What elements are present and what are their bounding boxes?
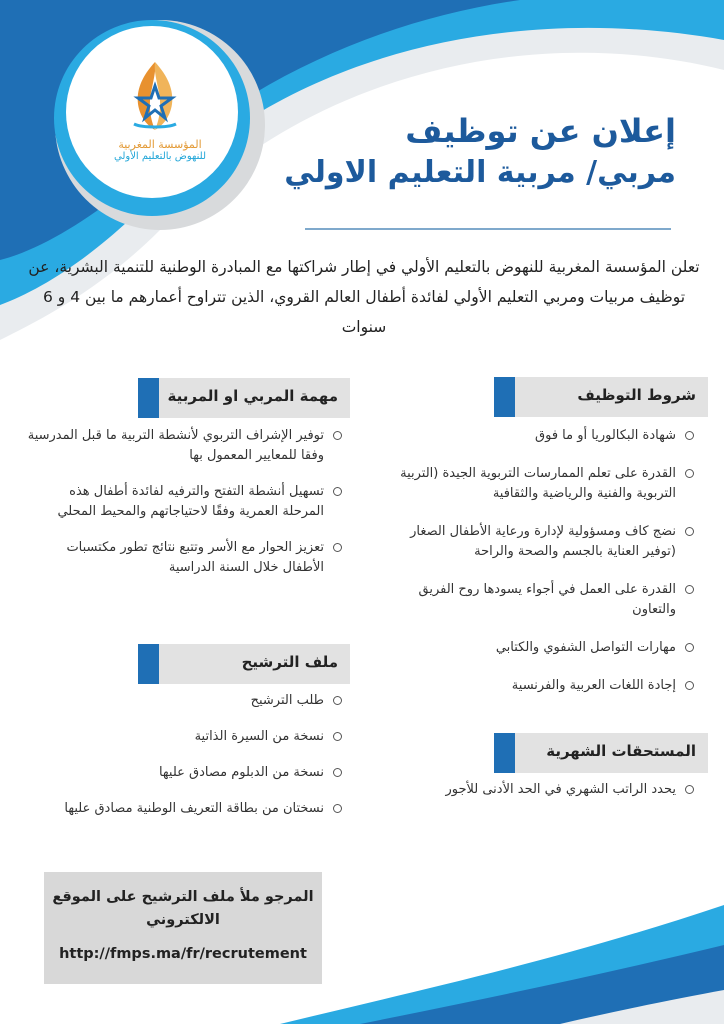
- bullet-icon: [333, 431, 342, 440]
- conditions-header-bar: [494, 377, 515, 417]
- bullet-icon: [333, 732, 342, 741]
- title-divider: [305, 228, 671, 230]
- logo-text: [70, 138, 250, 162]
- bullet-icon: [685, 585, 694, 594]
- list-item: إجادة اللغات العربية والفرنسية: [378, 676, 698, 696]
- list-item: شهادة البكالوريا أو ما فوق: [378, 426, 698, 446]
- list-item: توفير الإشراف التربوي لأنشطة التربية ما قبل المدرسية وفقا للمعايير المعمول بها: [26, 426, 346, 466]
- list-item: نسخة من الدبلوم مصادق عليها: [26, 763, 346, 783]
- application-list: [26, 691, 346, 819]
- application-header-bar: [138, 644, 159, 684]
- list-item: نسختان من بطاقة التعريف الوطنية مصادق عليها: [26, 799, 346, 819]
- bullet-icon: [685, 785, 694, 794]
- bullet-icon: [333, 487, 342, 496]
- list-item: نسخة من السيرة الذاتية: [26, 727, 346, 747]
- application-title: ملف الترشيح: [241, 653, 338, 671]
- mission-list: [26, 426, 346, 578]
- bullet-icon: [333, 804, 342, 813]
- bullet-icon: [685, 431, 694, 440]
- page-title: [276, 110, 676, 194]
- salary-list: [378, 780, 698, 800]
- bullet-icon: [685, 681, 694, 690]
- intro-paragraph: تعلن المؤسسة المغربية للنهوض بالتعليم الأولي في إطار شراكتها مع المبادرة الوطنية للتنمية البشرية، عن توظيف مربيات ومربي التعليم الأولي لفائدة أطفال العالم القروي، الذين تتراوح أعمارهم ما بين 4 و 6 سنوات: [28, 258, 700, 336]
- application-header: [138, 644, 350, 684]
- logo-line-2: للنهوض بالتعليم الأولي: [114, 151, 206, 162]
- list-item: القدرة على العمل في أجواء يسودها روح الفريق والتعاون: [378, 580, 698, 620]
- bullet-icon: [333, 768, 342, 777]
- salary-header-bar: [494, 733, 515, 773]
- title-line-1: إعلان عن توظيف: [405, 112, 676, 150]
- title-line-2: مربي/ مربية التعليم الاولي: [284, 155, 676, 190]
- list-item: تسهيل أنشطة التفتح والترفيه لفائدة أطفال هذه المرحلة العمرية وفقًا لاحتياجاتهم والمحيط المحلي: [26, 482, 346, 522]
- list-item: نضج كاف ومسؤولية لإدارة ورعاية الأطفال الصغار (توفير العناية بالجسم والصحة والراحة: [378, 522, 698, 562]
- conditions-title: شروط التوظيف: [577, 386, 696, 404]
- conditions-list: [378, 426, 698, 696]
- mission-title: مهمة المربي او المربية: [167, 387, 338, 405]
- mission-header-bar: [138, 378, 159, 418]
- bullet-icon: [333, 696, 342, 705]
- list-item: مهارات التواصل الشفوي والكتابي: [378, 638, 698, 658]
- list-item: يحدد الراتب الشهري في الحد الأدنى للأجور: [378, 780, 698, 800]
- bullet-icon: [333, 543, 342, 552]
- bullet-icon: [685, 527, 694, 536]
- conditions-header: [494, 377, 708, 417]
- salary-title: المستحقات الشهرية: [546, 742, 696, 760]
- mission-header: [138, 378, 350, 418]
- bullet-icon: [685, 643, 694, 652]
- logo-emblem: [120, 58, 190, 138]
- recruitment-link[interactable]: http://fmps.ma/fr/recrutement: [59, 946, 307, 962]
- list-item: تعزيز الحوار مع الأسر وتتبع نتائج تطور مكتسبات الأطفال خلال السنة الدراسية: [26, 538, 346, 578]
- list-item: القدرة على تعلم الممارسات التربوية الجيدة (التربية التربوية والفنية والرياضية والثقافية: [378, 464, 698, 504]
- list-item: طلب الترشيح: [26, 691, 346, 711]
- apply-online-callout: [44, 872, 322, 984]
- callout-text: المرجو ملأ ملف الترشيح على الموقع الالكتروني: [52, 889, 314, 928]
- bullet-icon: [685, 469, 694, 478]
- salary-header: [494, 733, 708, 773]
- logo-line-1: المؤسسة المغربية: [118, 138, 202, 151]
